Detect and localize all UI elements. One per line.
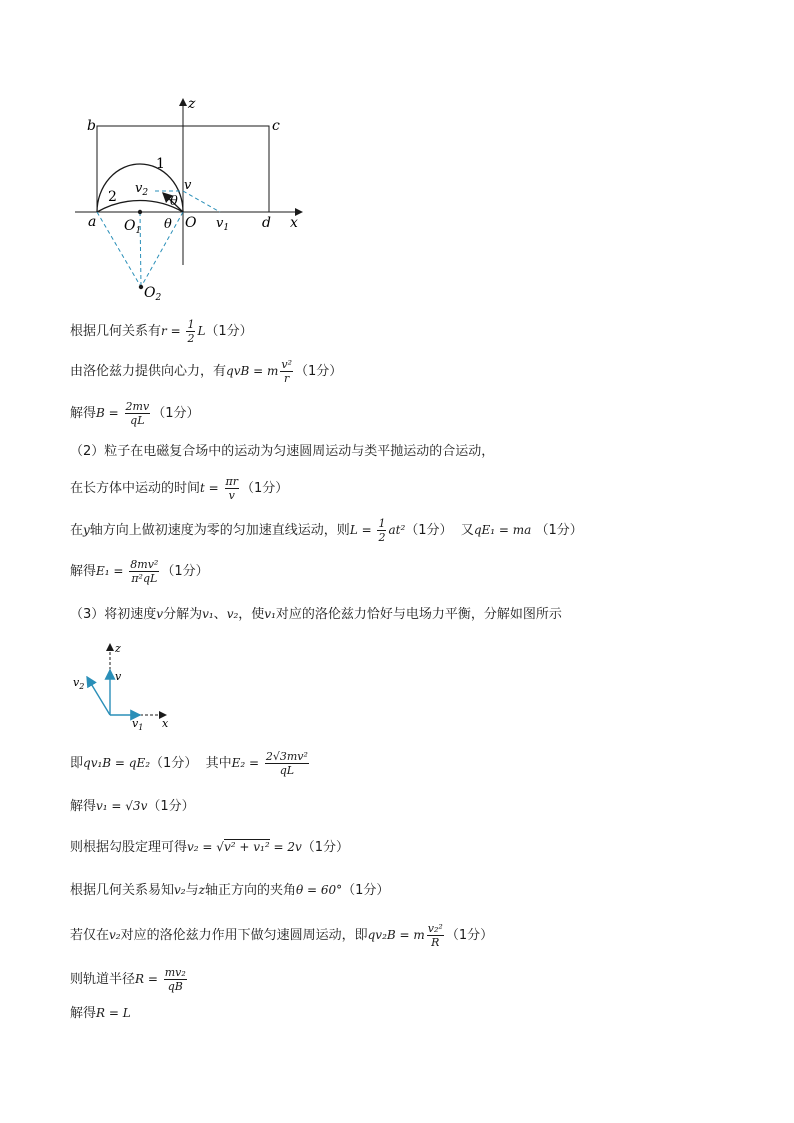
label-arc-2: 2 bbox=[108, 189, 117, 205]
vector-v2 bbox=[87, 677, 110, 715]
label-theta-2: θ bbox=[164, 217, 172, 232]
line-solve-b: 解得B = $\frac{2mv}{qL}$ （1分） bbox=[70, 400, 200, 427]
line-geometry-radius: 根据几何关系有r = $\frac{1}{2}$ L（1分） bbox=[70, 318, 253, 345]
label-arc-1: 1 bbox=[156, 156, 165, 172]
label-o2: $O_2$ bbox=[144, 285, 162, 303]
dashed-o1-o2 bbox=[140, 212, 141, 287]
line-circular-motion: 若仅在v₂对应的洛伦兹力作用下做匀速圆周运动，即qv₂B = m $\frac{\text{v₂²}}{R}$ （1分） bbox=[70, 922, 494, 949]
line-lorentz-force: 由洛伦兹力提供向心力，有qvB = m $\frac{\text{v²}}{r}$ （1分） bbox=[70, 358, 343, 385]
label-b: b bbox=[87, 118, 96, 134]
line-solve-v1: 解得v₁ = √3v（1分） bbox=[70, 799, 195, 814]
label-x: x bbox=[162, 717, 169, 730]
label-v2: $v_2$ bbox=[135, 181, 149, 198]
line-part3-intro: （3）将初速度v分解为v₁、v₂，使v₁对应的洛伦兹力恰好与电场力平衡，分解如图所示 bbox=[70, 607, 562, 622]
label-d: d bbox=[262, 215, 271, 231]
trajectory-figure bbox=[70, 95, 320, 310]
line-time: 在长方体中运动的时间t = $\frac{\pi r}{v}$ （1分） bbox=[70, 475, 289, 502]
label-theta: θ bbox=[170, 194, 178, 209]
label-v: v bbox=[115, 670, 122, 683]
line-part2-intro: （2）粒子在电磁复合场中的运动为匀速圆周运动与类平抛运动的合运动， bbox=[70, 444, 495, 459]
label-o: O bbox=[185, 215, 197, 231]
label-x: x bbox=[290, 215, 298, 231]
line-pythagoras: 则根据勾股定理可得v₂ = √v² + v₁² = 2v（1分） bbox=[70, 840, 350, 855]
dashed-v-v1 bbox=[183, 191, 220, 212]
line-angle: 根据几何关系易知v₂与z轴正方向的夹角θ = 60°（1分） bbox=[70, 883, 390, 898]
label-z: z bbox=[188, 96, 196, 112]
line-y-axis-motion: 在y轴方向上做初速度为零的匀加速直线运动，则L = $\frac{1}{2}$ at²（1分） 又qE₁ = ma （1分） bbox=[70, 517, 583, 544]
line-force-balance: 即qv₁B = qE₂（1分） 其中E₂ = $\frac{\text{2√3mv²}}{qL}$ bbox=[70, 750, 308, 777]
line-solve-e1: 解得E₁ = $\frac{\text{8mv²}}{\text{π²qL}}$ （1分） bbox=[70, 558, 209, 585]
center-o2-dot bbox=[139, 285, 143, 289]
label-v1: $v_1$ bbox=[216, 216, 230, 233]
velocity-decomposition-figure bbox=[70, 640, 180, 732]
label-o1: $O_1$ bbox=[124, 218, 142, 236]
line-solve-r: 解得R = L bbox=[70, 1006, 131, 1021]
label-z: z bbox=[115, 642, 121, 655]
center-o1-dot bbox=[138, 210, 142, 214]
label-c: c bbox=[272, 118, 280, 134]
label-v1: $v_1$ bbox=[132, 717, 144, 732]
label-v2: $v_2$ bbox=[73, 676, 85, 691]
label-v: v bbox=[184, 178, 192, 193]
label-a: a bbox=[88, 214, 97, 230]
line-orbit-radius: 则轨道半径R = $\frac{\text{mv₂}}{qB}$ bbox=[70, 966, 186, 993]
dashed-o-o2 bbox=[141, 212, 183, 287]
